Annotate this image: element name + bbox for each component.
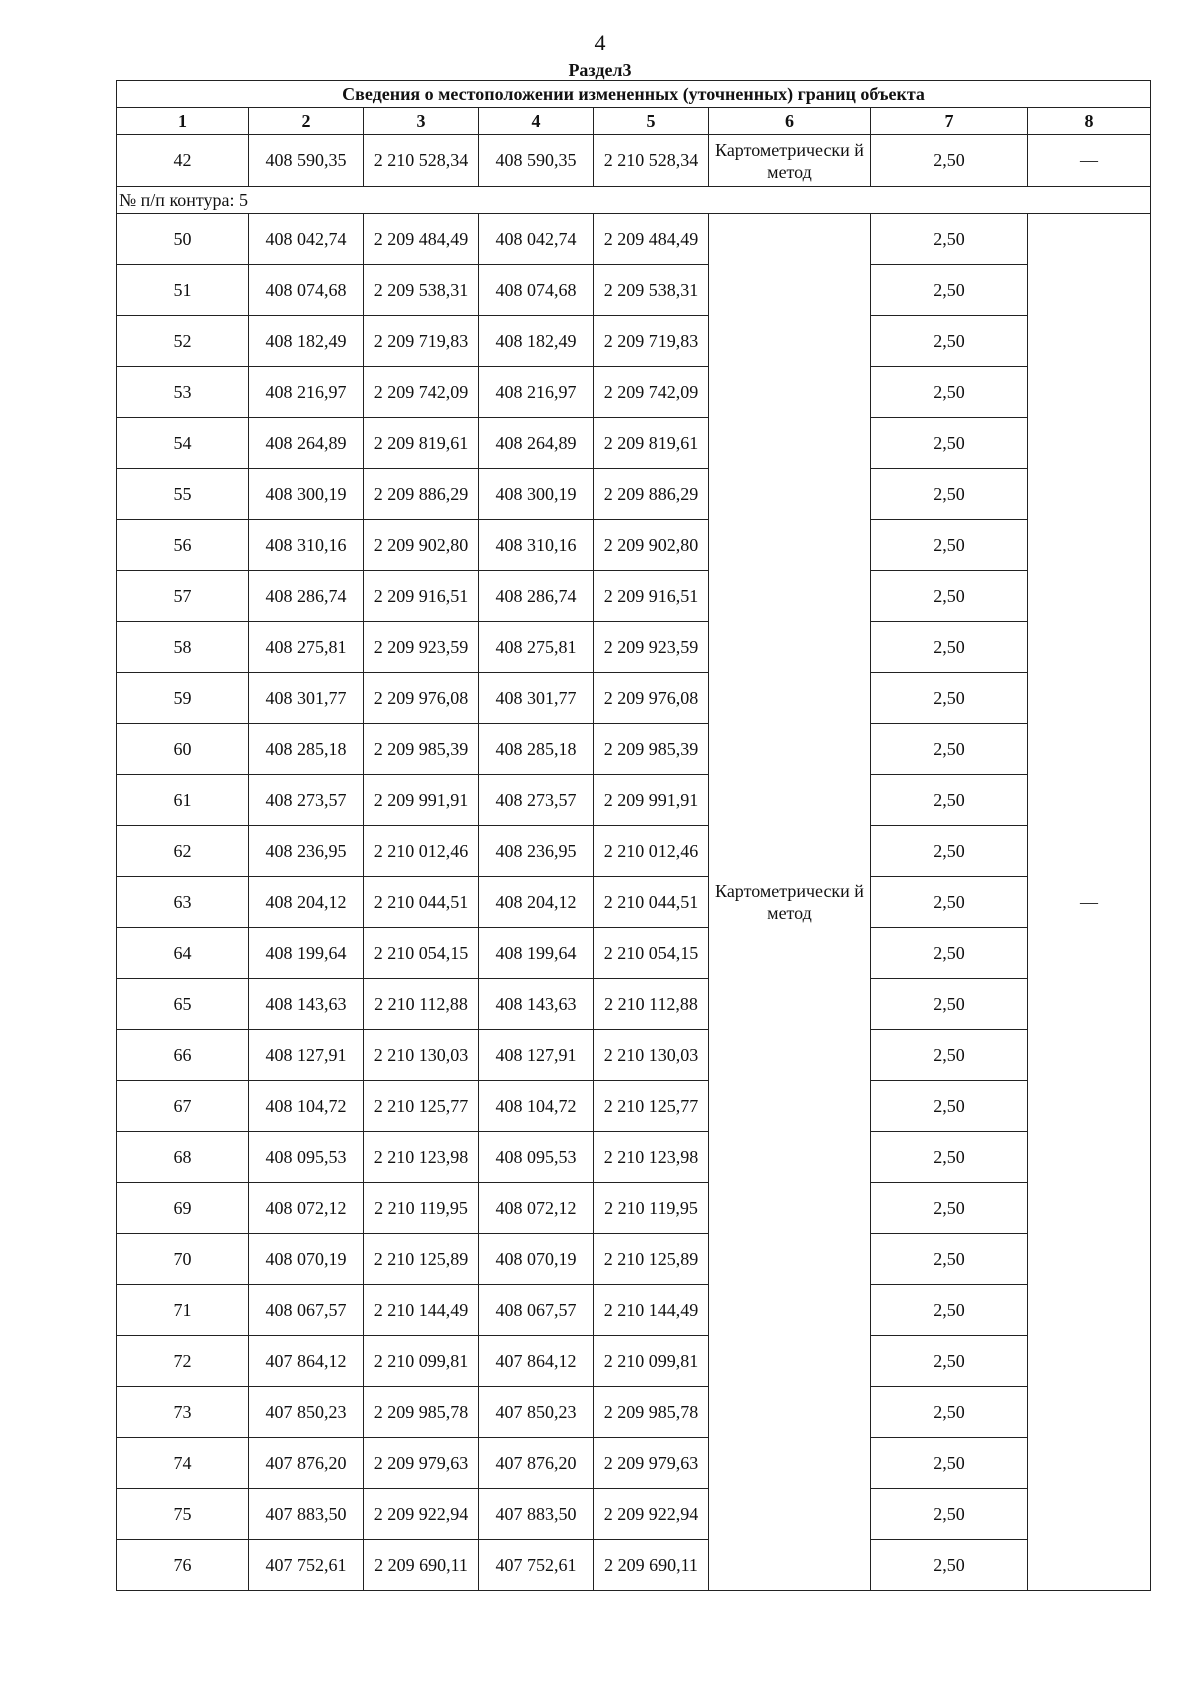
y-new-cell: 2 210 130,03: [594, 1030, 709, 1081]
table-row: [117, 1234, 1151, 1285]
y-new-cell: 2 209 922,94: [594, 1489, 709, 1540]
x-old-cell: 407 850,23: [249, 1387, 364, 1438]
y-new-cell: 2 210 054,15: [594, 928, 709, 979]
y-old-cell: 2 210 144,49: [364, 1285, 479, 1336]
y-old-cell: 2 210 012,46: [364, 826, 479, 877]
y-old-cell: 2 210 119,95: [364, 1183, 479, 1234]
accuracy-cell: 2,50: [871, 1183, 1028, 1234]
x-old-cell: 408 127,91: [249, 1030, 364, 1081]
point-number: 76: [117, 1540, 249, 1591]
x-new-cell: 408 199,64: [479, 928, 594, 979]
x-new-cell: 407 883,50: [479, 1489, 594, 1540]
accuracy-cell: 2,50: [871, 367, 1028, 418]
note-cell: —: [1028, 135, 1151, 187]
y-new-cell: 2 209 690,11: [594, 1540, 709, 1591]
accuracy-cell: 2,50: [871, 724, 1028, 775]
point-number: 59: [117, 673, 249, 724]
x-old-cell: 408 286,74: [249, 571, 364, 622]
y-old-cell: 2 209 922,94: [364, 1489, 479, 1540]
y-old-cell: 2 209 985,39: [364, 724, 479, 775]
table-row: [117, 826, 1151, 877]
point-number: 57: [117, 571, 249, 622]
y-new-cell: 2 209 538,31: [594, 265, 709, 316]
x-new-cell: 408 273,57: [479, 775, 594, 826]
column-header: 3: [364, 108, 479, 135]
table-row: [117, 775, 1151, 826]
y-new-cell: 2 210 119,95: [594, 1183, 709, 1234]
x-new-cell: 408 072,12: [479, 1183, 594, 1234]
x-new-cell: 408 143,63: [479, 979, 594, 1030]
point-number: 56: [117, 520, 249, 571]
point-number: 63: [117, 877, 249, 928]
x-old-cell: 408 104,72: [249, 1081, 364, 1132]
y-old-cell: 2 210 528,34: [364, 135, 479, 187]
x-new-cell: 408 067,57: [479, 1285, 594, 1336]
accuracy-cell: 2,50: [871, 265, 1028, 316]
x-new-cell: 408 236,95: [479, 826, 594, 877]
x-new-cell: 408 104,72: [479, 1081, 594, 1132]
y-old-cell: 2 209 484,49: [364, 214, 479, 265]
x-old-cell: 408 072,12: [249, 1183, 364, 1234]
accuracy-cell: 2,50: [871, 673, 1028, 724]
y-new-cell: 2 209 902,80: [594, 520, 709, 571]
accuracy-cell: 2,50: [871, 1336, 1028, 1387]
y-old-cell: 2 209 985,78: [364, 1387, 479, 1438]
table-row: [117, 928, 1151, 979]
point-number: 72: [117, 1336, 249, 1387]
method-cell: Картометрически й метод: [709, 214, 871, 1591]
x-new-cell: 408 310,16: [479, 520, 594, 571]
accuracy-cell: 2,50: [871, 877, 1028, 928]
table-row: [117, 520, 1151, 571]
column-header: 6: [709, 108, 871, 135]
x-old-cell: 408 310,16: [249, 520, 364, 571]
y-new-cell: 2 209 484,49: [594, 214, 709, 265]
accuracy-cell: 2,50: [871, 1132, 1028, 1183]
x-new-cell: 408 216,97: [479, 367, 594, 418]
y-new-cell: 2 209 916,51: [594, 571, 709, 622]
y-old-cell: 2 209 902,80: [364, 520, 479, 571]
point-number: 71: [117, 1285, 249, 1336]
column-header: 1: [117, 108, 249, 135]
y-old-cell: 2 209 916,51: [364, 571, 479, 622]
table-row: [117, 316, 1151, 367]
x-old-cell: 408 182,49: [249, 316, 364, 367]
table-row: [117, 1336, 1151, 1387]
point-number: 74: [117, 1438, 249, 1489]
accuracy-cell: 2,50: [871, 1030, 1028, 1081]
point-number: 61: [117, 775, 249, 826]
y-old-cell: 2 209 719,83: [364, 316, 479, 367]
accuracy-cell: 2,50: [871, 979, 1028, 1030]
point-number: 64: [117, 928, 249, 979]
point-number: 62: [117, 826, 249, 877]
x-old-cell: 408 285,18: [249, 724, 364, 775]
point-number: 75: [117, 1489, 249, 1540]
x-old-cell: 408 204,12: [249, 877, 364, 928]
contour-label: № п/п контура: 5: [117, 187, 1151, 214]
accuracy-cell: 2,50: [871, 1285, 1028, 1336]
point-number: 66: [117, 1030, 249, 1081]
x-new-cell: 407 864,12: [479, 1336, 594, 1387]
column-header: 2: [249, 108, 364, 135]
point-number: 42: [117, 135, 249, 187]
y-old-cell: 2 209 976,08: [364, 673, 479, 724]
section-title: Раздел3: [568, 60, 632, 80]
point-number: 70: [117, 1234, 249, 1285]
y-old-cell: 2 210 130,03: [364, 1030, 479, 1081]
x-new-cell: 408 286,74: [479, 571, 594, 622]
point-number: 73: [117, 1387, 249, 1438]
accuracy-cell: 2,50: [871, 775, 1028, 826]
x-new-cell: 408 300,19: [479, 469, 594, 520]
table-row: [117, 1030, 1151, 1081]
point-number: 67: [117, 1081, 249, 1132]
note-cell: —: [1028, 214, 1151, 1591]
table-row: [117, 1132, 1151, 1183]
accuracy-cell: 2,50: [871, 1234, 1028, 1285]
point-number: 69: [117, 1183, 249, 1234]
x-old-cell: 408 042,74: [249, 214, 364, 265]
x-new-cell: 408 074,68: [479, 265, 594, 316]
y-old-cell: 2 210 054,15: [364, 928, 479, 979]
y-old-cell: 2 209 886,29: [364, 469, 479, 520]
column-header: 8: [1028, 108, 1151, 135]
accuracy-cell: 2,50: [871, 622, 1028, 673]
table-row: [117, 877, 1151, 928]
x-old-cell: 408 301,77: [249, 673, 364, 724]
y-old-cell: 2 210 125,89: [364, 1234, 479, 1285]
table-row: [117, 1285, 1151, 1336]
accuracy-cell: 2,50: [871, 469, 1028, 520]
x-old-cell: 407 752,61: [249, 1540, 364, 1591]
accuracy-cell: 2,50: [871, 571, 1028, 622]
x-new-cell: 407 850,23: [479, 1387, 594, 1438]
x-new-cell: 408 182,49: [479, 316, 594, 367]
x-old-cell: 407 876,20: [249, 1438, 364, 1489]
accuracy-cell: 2,50: [871, 418, 1028, 469]
point-number: 65: [117, 979, 249, 1030]
table-row: [117, 673, 1151, 724]
y-new-cell: 2 209 985,39: [594, 724, 709, 775]
y-new-cell: 2 209 985,78: [594, 1387, 709, 1438]
accuracy-cell: 2,50: [871, 1489, 1028, 1540]
table-row: [117, 1081, 1151, 1132]
x-new-cell: 408 275,81: [479, 622, 594, 673]
y-new-cell: 2 209 719,83: [594, 316, 709, 367]
y-old-cell: 2 209 979,63: [364, 1438, 479, 1489]
y-new-cell: 2 210 012,46: [594, 826, 709, 877]
accuracy-cell: 2,50: [871, 1387, 1028, 1438]
x-new-cell: 408 264,89: [479, 418, 594, 469]
table-row: [117, 571, 1151, 622]
column-header: 4: [479, 108, 594, 135]
x-old-cell: 408 199,64: [249, 928, 364, 979]
x-old-cell: 408 300,19: [249, 469, 364, 520]
page-number: 4: [594, 30, 606, 55]
accuracy-cell: 2,50: [871, 826, 1028, 877]
x-old-cell: 408 264,89: [249, 418, 364, 469]
point-number: 68: [117, 1132, 249, 1183]
coordinates-table: [116, 80, 1151, 1591]
x-old-cell: 408 275,81: [249, 622, 364, 673]
accuracy-cell: 2,50: [871, 1081, 1028, 1132]
x-old-cell: 408 074,68: [249, 265, 364, 316]
accuracy-cell: 2,50: [871, 214, 1028, 265]
y-new-cell: 2 210 125,77: [594, 1081, 709, 1132]
x-new-cell: 408 095,53: [479, 1132, 594, 1183]
table-row: [117, 214, 1151, 265]
accuracy-cell: 2,50: [871, 928, 1028, 979]
y-new-cell: 2 210 528,34: [594, 135, 709, 187]
y-old-cell: 2 209 991,91: [364, 775, 479, 826]
x-new-cell: 408 204,12: [479, 877, 594, 928]
x-new-cell: 408 285,18: [479, 724, 594, 775]
contour-row: [117, 187, 1151, 214]
x-old-cell: 407 864,12: [249, 1336, 364, 1387]
y-new-cell: 2 209 923,59: [594, 622, 709, 673]
point-number: 53: [117, 367, 249, 418]
y-old-cell: 2 210 112,88: [364, 979, 479, 1030]
y-new-cell: 2 210 044,51: [594, 877, 709, 928]
table-row: [117, 135, 1151, 187]
table-row: [117, 1489, 1151, 1540]
accuracy-cell: 2,50: [871, 316, 1028, 367]
point-number: 58: [117, 622, 249, 673]
table-row: [117, 469, 1151, 520]
y-old-cell: 2 209 742,09: [364, 367, 479, 418]
y-old-cell: 2 210 099,81: [364, 1336, 479, 1387]
x-old-cell: 408 067,57: [249, 1285, 364, 1336]
table-row: [117, 1183, 1151, 1234]
x-new-cell: 407 876,20: [479, 1438, 594, 1489]
point-number: 50: [117, 214, 249, 265]
x-new-cell: 408 127,91: [479, 1030, 594, 1081]
y-new-cell: 2 209 819,61: [594, 418, 709, 469]
table-row: [117, 724, 1151, 775]
x-old-cell: 408 236,95: [249, 826, 364, 877]
y-new-cell: 2 210 112,88: [594, 979, 709, 1030]
point-number: 51: [117, 265, 249, 316]
y-new-cell: 2 210 144,49: [594, 1285, 709, 1336]
table-row: [117, 367, 1151, 418]
y-old-cell: 2 210 123,98: [364, 1132, 479, 1183]
x-old-cell: 408 070,19: [249, 1234, 364, 1285]
table-row: [117, 418, 1151, 469]
accuracy-cell: 2,50: [871, 135, 1028, 187]
y-new-cell: 2 210 123,98: [594, 1132, 709, 1183]
y-old-cell: 2 209 538,31: [364, 265, 479, 316]
y-new-cell: 2 209 742,09: [594, 367, 709, 418]
point-number: 52: [117, 316, 249, 367]
table-caption-row: [117, 81, 1151, 108]
x-old-cell: 408 216,97: [249, 367, 364, 418]
y-new-cell: 2 210 125,89: [594, 1234, 709, 1285]
y-new-cell: 2 209 976,08: [594, 673, 709, 724]
x-old-cell: 408 143,63: [249, 979, 364, 1030]
x-new-cell: 408 070,19: [479, 1234, 594, 1285]
y-old-cell: 2 210 044,51: [364, 877, 479, 928]
method-cell: Картометрически й метод: [709, 135, 871, 187]
table-caption: Сведения о местоположении измененных (уточненных) границ объекта: [117, 81, 1151, 108]
y-new-cell: 2 209 991,91: [594, 775, 709, 826]
point-number: 60: [117, 724, 249, 775]
table-row: [117, 265, 1151, 316]
table-row: [117, 1540, 1151, 1591]
table-row: [117, 1438, 1151, 1489]
y-new-cell: 2 209 979,63: [594, 1438, 709, 1489]
accuracy-cell: 2,50: [871, 520, 1028, 571]
x-old-cell: 408 273,57: [249, 775, 364, 826]
table-row: [117, 1387, 1151, 1438]
y-old-cell: 2 209 819,61: [364, 418, 479, 469]
y-new-cell: 2 209 886,29: [594, 469, 709, 520]
x-old-cell: 408 095,53: [249, 1132, 364, 1183]
column-header: 7: [871, 108, 1028, 135]
accuracy-cell: 2,50: [871, 1438, 1028, 1489]
table-row: [117, 622, 1151, 673]
y-new-cell: 2 210 099,81: [594, 1336, 709, 1387]
accuracy-cell: 2,50: [871, 1540, 1028, 1591]
x-new-cell: 408 042,74: [479, 214, 594, 265]
y-old-cell: 2 209 690,11: [364, 1540, 479, 1591]
point-number: 54: [117, 418, 249, 469]
x-new-cell: 408 301,77: [479, 673, 594, 724]
x-new-cell: 407 752,61: [479, 1540, 594, 1591]
x-old-cell: 408 590,35: [249, 135, 364, 187]
column-header: 5: [594, 108, 709, 135]
point-number: 55: [117, 469, 249, 520]
column-header-row: [117, 108, 1151, 135]
y-old-cell: 2 209 923,59: [364, 622, 479, 673]
table-row: [117, 979, 1151, 1030]
x-new-cell: 408 590,35: [479, 135, 594, 187]
x-old-cell: 407 883,50: [249, 1489, 364, 1540]
y-old-cell: 2 210 125,77: [364, 1081, 479, 1132]
